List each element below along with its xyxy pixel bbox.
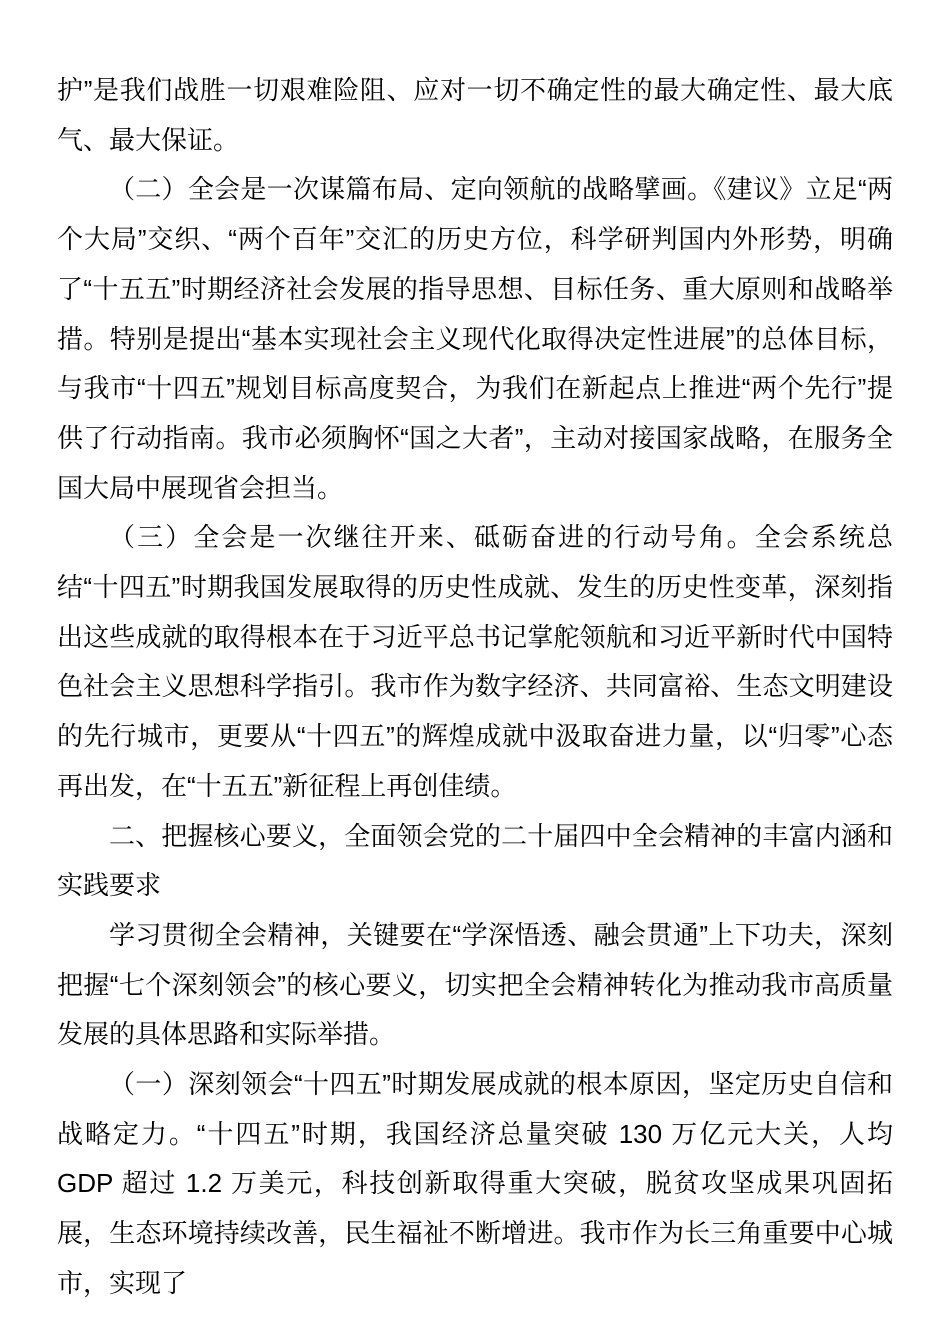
section-heading-two: 二、把握核心要义，全面领会党的二十届四中全会精神的丰富内涵和实践要求 (57, 820, 893, 901)
paragraph-point-one-understanding: （一）深刻领会“十四五”时期发展成就的根本原因，坚定历史自信和战略定力。“十四五”时期，我国经济总量突破 130 万亿元大关，人均 GDP 超过 1.2 万美元，科技创新取得重大突破，脱贫攻坚成果巩固拓展，生态环境持续改善，民生福祉不断增进。我市作为长三角重要中心城市，实现了 (57, 1069, 893, 1298)
paragraph-study-implement: 学习贯彻全会精神，关键要在“学深悟透、融会贯通”上下功夫，深刻把握“七个深刻领会”的核心要义，切实把全会精神转化为推动我市高质量发展的具体思路和实际举措。 (57, 919, 893, 1050)
paragraph-point-two: （二）全会是一次谋篇布局、定向领航的战略擘画。《建议》立足“两个大局”交织、“两个百年”交汇的历史方位，科学研判国内外形势，明确了“十五五”时期经济社会发展的指导思想、目标任务、重大原则和战略举措。特别是提出“基本实现社会主义现代化取得决定性进展”的总体目标，与我市“十四五”规划目标高度契合，为我们在新起点上推进“两个先行”提供了行动指南。我市必须胸怀“国之大者”，主动对接国家战略，在服务全国大局中展现省会担当。 (57, 174, 893, 503)
paragraph-point-three: （三）全会是一次继往开来、砥砺奋进的行动号角。全会系统总结“十四五”时期我国发展取得的历史性成就、发生的历史性变革，深刻指出这些成就的取得根本在于习近平总书记掌舵领航和习近平新时代中国特色社会主义思想科学指引。我市作为数字经济、共同富裕、生态文明建设的先行城市，更要从“十四五”的辉煌成就中汲取奋进力量，以“归零”心态再出发，在“十五五”新征程上再创佳绩。 (57, 522, 893, 801)
paragraph-continuation: 护”是我们战胜一切艰难险阻、应对一切不确定性的最大确定性、最大底气、最大保证。 (57, 75, 893, 155)
